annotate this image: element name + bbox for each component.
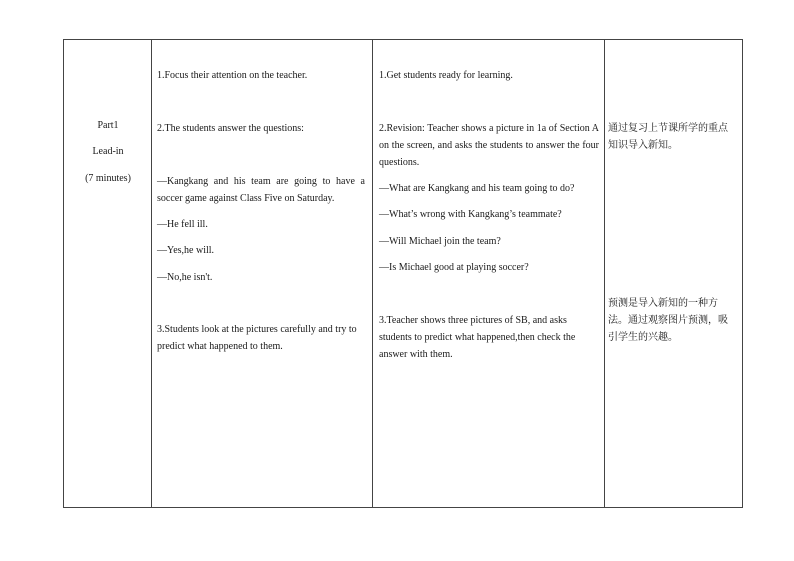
note-1: 通过复习上节课所学的重点知识导入新知。 bbox=[608, 123, 728, 151]
notes-cell bbox=[605, 40, 743, 508]
student-step-1: 1.Focus their attention on the teacher. bbox=[157, 70, 308, 81]
student-activity-cell bbox=[152, 40, 373, 508]
student-step-3: 3.Students look at the pictures carefully and try to predict what happened to them. bbox=[157, 324, 357, 352]
answer-2: —He fell ill. bbox=[157, 219, 208, 230]
question-2: —What’s wrong with Kangkang’s teammate? bbox=[379, 209, 562, 220]
teacher-step-3: 3.Teacher shows three pictures of SB, and asks students to predict what happened,then check the answer with them. bbox=[379, 315, 576, 360]
question-1: —What are Kangkang and his team going to do? bbox=[379, 183, 575, 194]
answer-4: —No,he isn't. bbox=[157, 272, 213, 283]
answer-1: —Kangkang and his team are going to have a soccer game against Class Five on Saturday. bbox=[157, 176, 365, 204]
answer-3: —Yes,he will. bbox=[157, 245, 215, 256]
stage-label: Lead-in bbox=[92, 146, 124, 157]
table-row bbox=[64, 40, 743, 508]
student-step-2: 2.The students answer the questions: bbox=[157, 123, 304, 134]
part-label: Part1 bbox=[97, 120, 119, 131]
note-2: 预测是导入新知的一种方法。通过观察图片预测，吸引学生的兴趣。 bbox=[608, 298, 728, 343]
teacher-activity-cell bbox=[373, 40, 605, 508]
lesson-plan-table bbox=[63, 39, 743, 508]
teacher-step-1: 1.Get students ready for learning. bbox=[379, 70, 513, 81]
teacher-step-2: 2.Revision: Teacher shows a picture in 1a of Section A on the screen, and asks the students to answer the four questions. bbox=[379, 123, 599, 168]
part-cell bbox=[64, 40, 152, 508]
question-3: —Will Michael join the team? bbox=[379, 236, 501, 247]
time-label: (7 minutes) bbox=[85, 173, 131, 184]
question-4: —Is Michael good at playing soccer? bbox=[379, 262, 529, 273]
